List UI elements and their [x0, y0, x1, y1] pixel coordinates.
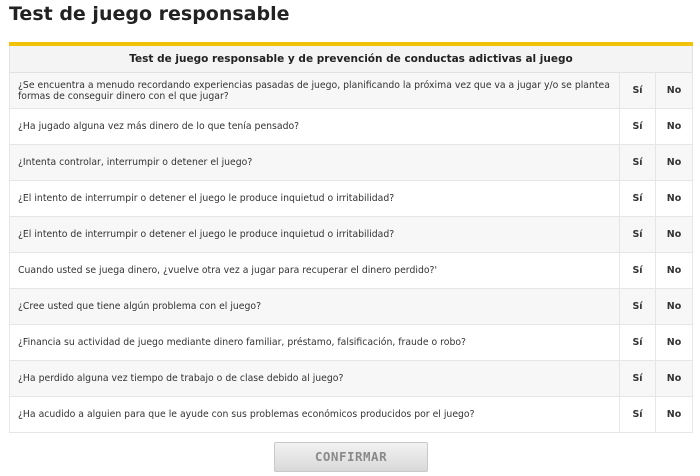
- question-text: Cuando usted se juega dinero, ¿vuelve otra vez a jugar para recuperar el dinero perdido?': [10, 253, 620, 289]
- answer-no-option[interactable]: No: [656, 289, 693, 325]
- confirm-button[interactable]: CONFIRMAR: [274, 442, 428, 472]
- questions-body: [10, 73, 693, 433]
- answer-no-option[interactable]: No: [656, 325, 693, 361]
- answer-yes-option[interactable]: Sí: [620, 217, 656, 253]
- question-row: [10, 109, 693, 145]
- question-row: [10, 73, 693, 109]
- question-text: ¿El intento de interrumpir o detener el juego le produce inquietud o irritabilidad?: [10, 181, 620, 217]
- answer-no-option[interactable]: No: [656, 181, 693, 217]
- answer-yes-option[interactable]: Sí: [620, 181, 656, 217]
- answer-no-option[interactable]: No: [656, 361, 693, 397]
- answer-yes-option[interactable]: Sí: [620, 289, 656, 325]
- answer-yes-option[interactable]: Sí: [620, 73, 656, 109]
- question-text: ¿Ha perdido alguna vez tiempo de trabajo o de clase debido al juego?: [10, 361, 620, 397]
- answer-no-option[interactable]: No: [656, 253, 693, 289]
- question-row: [10, 253, 693, 289]
- question-row: [10, 361, 693, 397]
- question-row: [10, 289, 693, 325]
- question-row: [10, 145, 693, 181]
- answer-yes-option[interactable]: Sí: [620, 145, 656, 181]
- answer-no-option[interactable]: No: [656, 73, 693, 109]
- question-row: [10, 325, 693, 361]
- question-row: [10, 217, 693, 253]
- responsible-gaming-test: [9, 42, 693, 432]
- answer-yes-option[interactable]: Sí: [620, 397, 656, 433]
- answer-yes-option[interactable]: Sí: [620, 325, 656, 361]
- question-row: [10, 397, 693, 433]
- table-heading: Test de juego responsable y de prevención de conductas adictivas al juego: [10, 46, 693, 73]
- answer-no-option[interactable]: No: [656, 145, 693, 181]
- question-text: ¿Se encuentra a menudo recordando experiencias pasadas de juego, planificando la próxima vez que va a jugar y/o se plantea formas de conseguir dinero con el que jugar?: [10, 73, 620, 109]
- question-text: ¿Ha acudido a alguien para que le ayude con sus problemas económicos producidos por el juego?: [10, 397, 620, 433]
- answer-no-option[interactable]: No: [656, 109, 693, 145]
- question-text: ¿Intenta controlar, interrumpir o detener el juego?: [10, 145, 620, 181]
- question-text: ¿El intento de interrumpir o detener el juego le produce inquietud o irritabilidad?: [10, 217, 620, 253]
- question-text: ¿Ha jugado alguna vez más dinero de lo que tenía pensado?: [10, 109, 620, 145]
- question-text: ¿Cree usted que tiene algún problema con el juego?: [10, 289, 620, 325]
- page-title: Test de juego responsable: [9, 3, 290, 25]
- question-row: [10, 181, 693, 217]
- question-text: ¿Financia su actividad de juego mediante dinero familiar, préstamo, falsificación, fraude o robo?: [10, 325, 620, 361]
- answer-yes-option[interactable]: Sí: [620, 109, 656, 145]
- answer-no-option[interactable]: No: [656, 217, 693, 253]
- questions-table: [9, 46, 693, 433]
- answer-yes-option[interactable]: Sí: [620, 253, 656, 289]
- answer-no-option[interactable]: No: [656, 397, 693, 433]
- answer-yes-option[interactable]: Sí: [620, 361, 656, 397]
- table-header-row: [10, 46, 693, 73]
